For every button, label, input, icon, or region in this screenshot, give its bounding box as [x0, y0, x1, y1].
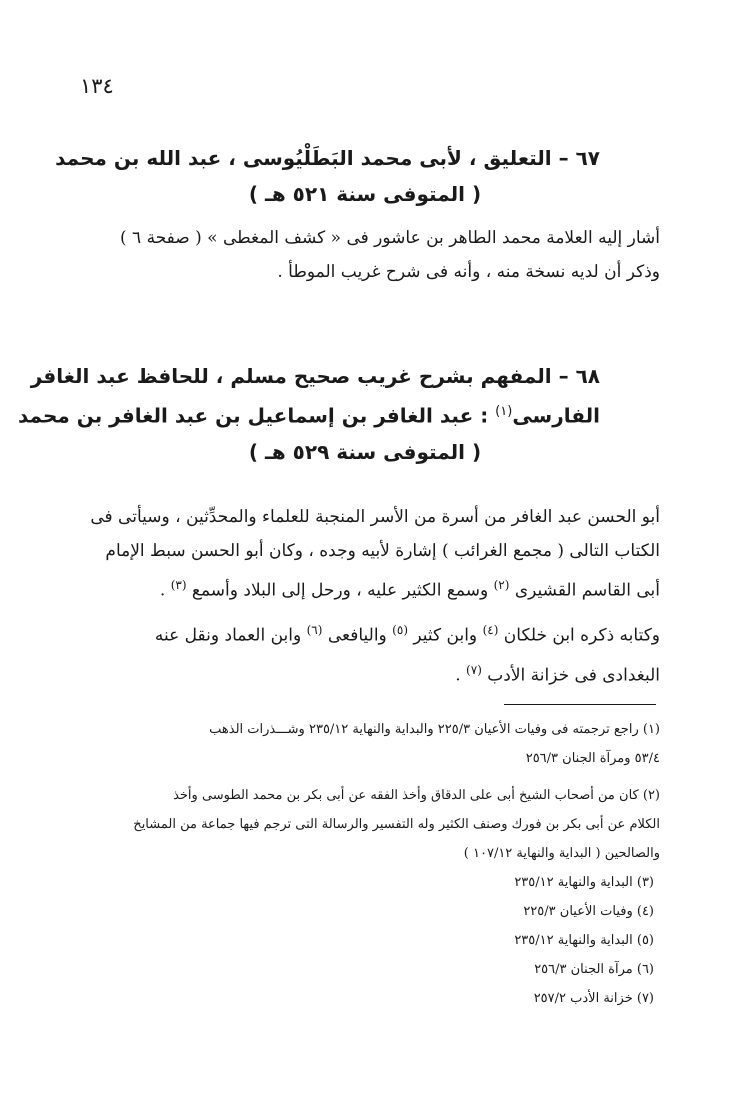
footnote-2 [88, 781, 660, 868]
entry-68-heading [17, 358, 600, 470]
entry-68-p1-line-3-text-a: أبى القاسم القشيرى [509, 580, 660, 601]
footnote-2-line-3: والصالحين ( البداية والنهاية ١٠٧/١٢ ) [463, 846, 660, 861]
footnote-2-line-1: (٢) كان من أصحاب الشيخ أبى على الدقاق وأخذ الفقه عن أبى بكر بن محمد الطوسى وأخذ [173, 788, 660, 803]
page-number: ١٣٤ [80, 74, 114, 98]
footnote-1-line-1: (١) راجع ترجمته فى وفيات الأعيان ٢٢٥/٣ والبداية والنهاية ٢٣٥/١٢ وشـــذرات الذهب [209, 722, 660, 737]
footnote-2-line-2: الكلام عن أبى بكر بن فورك وصنف الكثير وله التفسير والرسالة التى ترجم فيها جماعة من المشايخ [133, 817, 660, 832]
entry-68-p2-text-b: وابن كثير [408, 625, 483, 646]
entry-68-p2-line-2-text-b: . [455, 665, 467, 686]
footnote-6: (٦) مرآة الجنان ٢٥٦/٣ [534, 962, 654, 977]
entry-67-title: ٦٧ – التعليق ، لأبى محمد البَطَلْيُوسى ، عبد الله بن محمد [55, 146, 600, 170]
entry-68-p1-line-3-text-c: . [159, 580, 171, 601]
entry-68-p2-line-1 [88, 613, 660, 653]
footnote-ref-6[interactable]: (٦) [306, 623, 323, 637]
entry-68-author-name: : عبد الغافر بن إسماعيل بن عبد الغافر بن محمد [17, 403, 496, 428]
entry-68-author-nisba: الفارسى [512, 403, 600, 428]
entry-67-heading [55, 140, 600, 212]
entry-67-body [88, 221, 660, 289]
entry-68-title-line-2 [17, 394, 600, 434]
entry-68-paragraph-1 [88, 500, 660, 608]
footnote-4: (٤) وفيات الأعيان ٢٢٥/٣ [523, 904, 654, 919]
footnote-ref-3[interactable]: (٣) [170, 578, 187, 592]
footnote-ref-7[interactable]: (٧) [466, 662, 482, 677]
entry-68-p2-text-d: وابن العماد ونقل عنه [154, 625, 307, 646]
entry-68-p2-line-2-text-a: البغدادى فى خزانة الأدب [481, 665, 660, 686]
footnote-ref-1[interactable]: (١) [495, 404, 513, 419]
footnote-ref-5[interactable]: (٥) [392, 623, 408, 637]
entry-67-body-line-2: وذكر أن لديه نسخة منه ، وأنه فى شرح غريب الموطأ . [277, 262, 660, 282]
entry-68-p1-line-3 [88, 568, 660, 608]
entry-68-title-line-1: ٦٨ – المفهم بشرح غريب صحيح مسلم ، للحافظ عبد الغافر [30, 364, 600, 388]
footnote-5: (٥) البداية والنهاية ٢٣٥/١٢ [514, 933, 654, 948]
footnote-1-line-2: ٥٣/٤ ومرآة الجنان ٢٥٦/٣ [525, 751, 660, 766]
entry-67-death-date: ( المتوفى سنة ٥٢١ هـ ) [248, 182, 482, 206]
footnotes [88, 715, 660, 1013]
entry-68-paragraph-2 [88, 613, 660, 692]
entry-68-p1-line-2: الكتاب التالى ( مجمع الغرائب ) إشارة لأبيه وجده ، وكان أبو الحسن سبط الإمام [105, 541, 660, 561]
entry-67-body-line-1: أشار إليه العلامة محمد الطاهر بن عاشور فى « كشف المغطى » ( صفحة ٦ ) [119, 228, 660, 248]
footnote-7: (٧) خزانة الأدب ٢٥٧/٢ [533, 991, 654, 1006]
footnote-separator [504, 704, 656, 705]
footnote-ref-2[interactable]: (٢) [493, 578, 510, 592]
footnote-3: (٣) البداية والنهاية ٢٣٥/١٢ [514, 875, 654, 890]
entry-68-p2-text-a: وكتابه ذكره ابن خلكان [498, 625, 660, 646]
entry-68-p2-text-c: واليافعى [322, 625, 393, 646]
entry-68-p1-line-1: أبو الحسن عبد الغافر من أسرة من الأسر المنجبة للعلماء والمحدِّثين ، وسيأتى فى [90, 507, 660, 527]
footnote-1 [88, 715, 660, 773]
entry-68-p1-line-3-text-b: وسمع الكثير عليه ، ورحل إلى البلاد وأسمع [186, 580, 494, 601]
entry-68-death-date: ( المتوفى سنة ٥٢٩ هـ ) [248, 439, 482, 464]
footnote-ref-4[interactable]: (٤) [482, 623, 499, 637]
entry-68-p2-line-2 [88, 653, 660, 693]
